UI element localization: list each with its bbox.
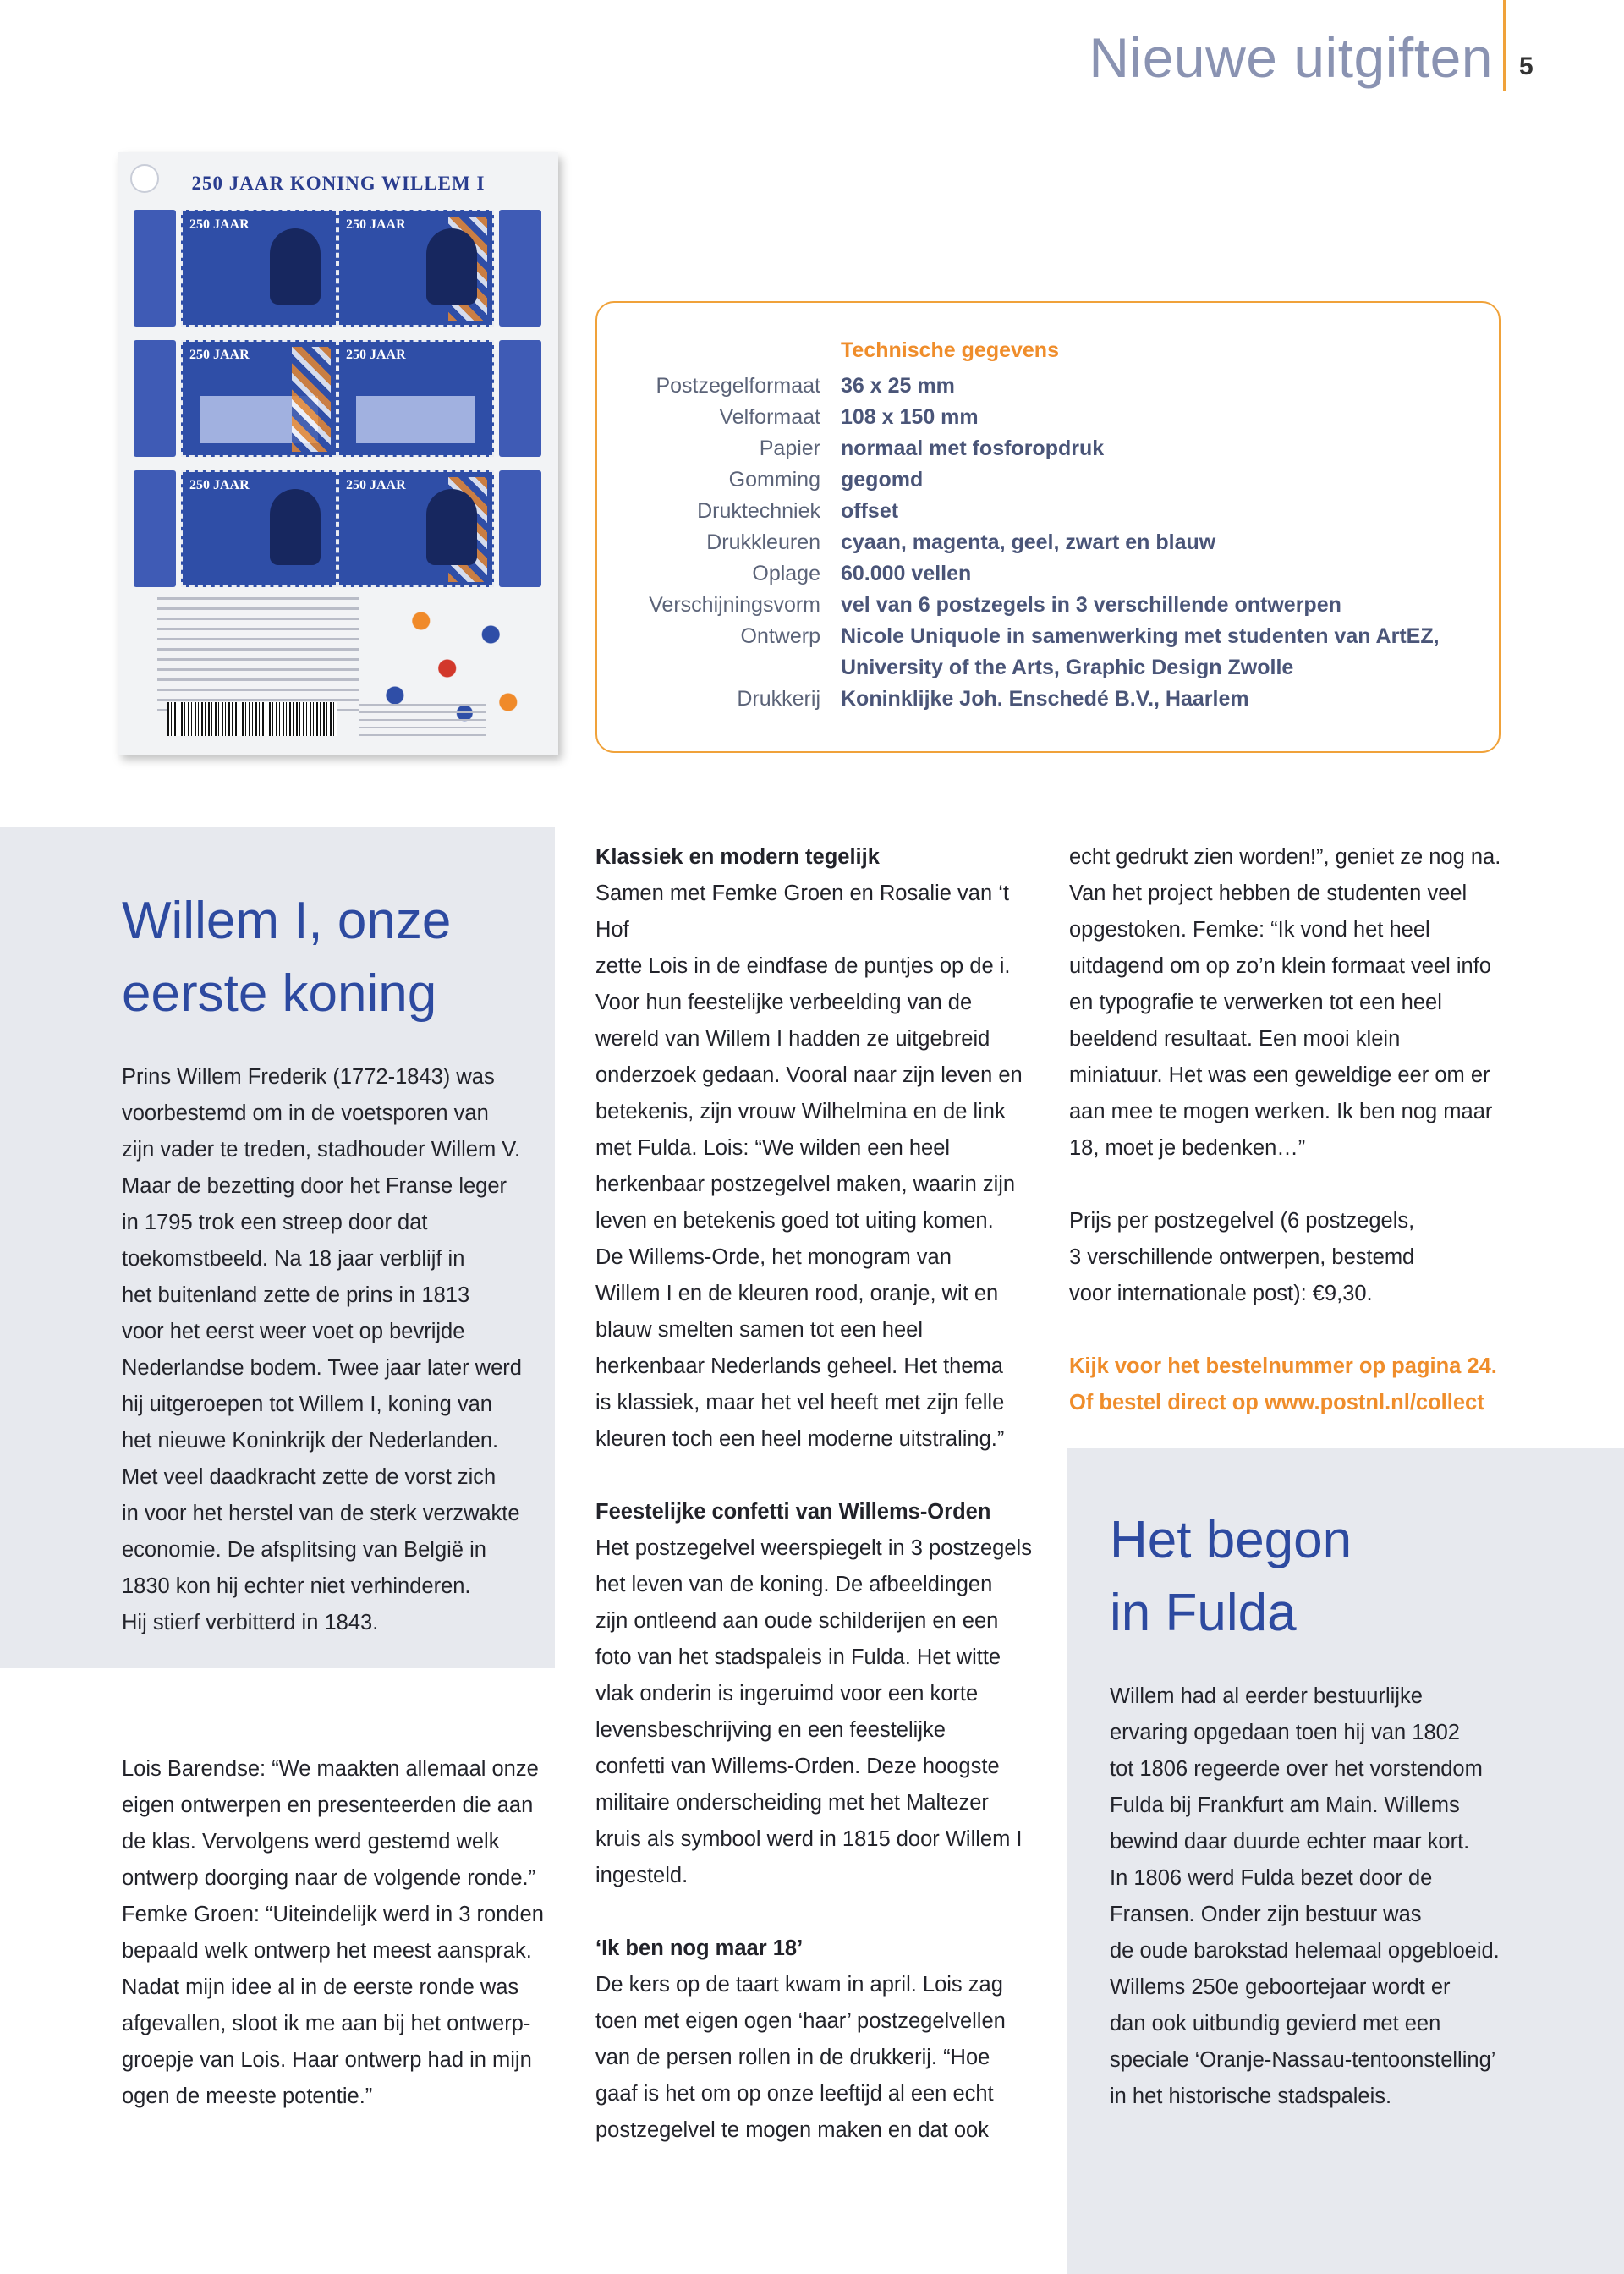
klassiek-modern-line: kleuren toch een heel moderne uitstraling.” bbox=[595, 1427, 1005, 1451]
left-article-line: economie. De afsplitsing van België in bbox=[122, 1538, 486, 1562]
feestelijke-confetti-line: Het postzegelvel weerspiegelt in 3 postzegels bbox=[595, 1536, 1032, 1560]
klassiek-modern-line: wereld van Willem I hadden ze uitgebreid bbox=[595, 1027, 990, 1051]
fulda-box-line: speciale ‘Oranje-Nassau-tentoonstelling’ bbox=[1110, 2048, 1496, 2072]
fulda-box-line: Willems 250e geboortejaar wordt er bbox=[1110, 1975, 1451, 1999]
feestelijke-confetti-line: vlak onderin is ingeruimd voor een korte bbox=[595, 1682, 979, 1706]
feestelijke-confetti-line: ingesteld. bbox=[595, 1864, 689, 1887]
fulda-box-line: dan ook uitbundig gevierd met een bbox=[1110, 2012, 1441, 2035]
klassiek-modern-line: Samen met Femke Groen en Rosalie van ‘t Hof bbox=[595, 882, 1009, 942]
right-column-line: en typografie te verwerken tot een heel bbox=[1069, 991, 1442, 1014]
palace-image bbox=[356, 396, 475, 443]
klassiek-modern-line: met Fulda. Lois: “We wilden een heel bbox=[595, 1136, 951, 1160]
section-nog-maar-18 bbox=[595, 1967, 1035, 2149]
priority-label bbox=[499, 210, 541, 327]
left-article-line: in 1795 trok een streep door dat bbox=[122, 1211, 428, 1234]
price-line: 3 verschillende ontwerpen, bestemd bbox=[1069, 1245, 1415, 1269]
heading-klassiek-modern: Klassiek en modern tegelijk bbox=[595, 845, 880, 869]
sheet-description-text bbox=[157, 597, 359, 716]
left-quote-line: groepje van Lois. Haar ontwerp had in mijn bbox=[122, 2048, 532, 2072]
tech-value: Nicole Uniquole in samenwerking met studenten van ArtEZ, bbox=[841, 624, 1440, 648]
klassiek-modern-line: blauw smelten samen tot een heel bbox=[595, 1318, 923, 1342]
fulda-box-line: de oude barokstad helemaal opgebloeid. bbox=[1110, 1939, 1500, 1963]
klassiek-modern-line: Willem I en de kleuren rood, oranje, wit en bbox=[595, 1282, 999, 1305]
feestelijke-confetti-line: confetti van Willems-Orden. Deze hoogste bbox=[595, 1755, 1000, 1778]
section-klassiek-modern bbox=[595, 876, 1035, 1458]
order-line: Kijk voor het bestelnummer op pagina 24. bbox=[1069, 1354, 1497, 1378]
tech-label: Gomming bbox=[728, 468, 820, 492]
right-column-line: opgestoken. Femke: “Ik vond het heel bbox=[1069, 918, 1430, 942]
klassiek-modern-line: zette Lois in de eindfase de puntjes op de i. bbox=[595, 954, 1011, 978]
right-column-line: echt gedrukt zien worden!”, geniet ze nog na. bbox=[1069, 845, 1501, 869]
right-column-line: Van het project hebben de studenten veel bbox=[1069, 882, 1468, 905]
left-article-line: Maar de bezetting door het Franse leger bbox=[122, 1174, 508, 1198]
stamp-monogram: 250 JAAR bbox=[337, 210, 494, 327]
right-column-line: miniatuur. Het was een geweldige eer om er bbox=[1069, 1063, 1490, 1087]
klassiek-modern-line: Voor hun feestelijke verbeelding van de bbox=[595, 991, 973, 1014]
right-column-line: aan mee te mogen werken. Ik ben nog maar bbox=[1069, 1100, 1493, 1123]
fulda-box-line: Fransen. Onder zijn bestuur was bbox=[1110, 1903, 1422, 1926]
klassiek-modern-line: is klassiek, maar het vel heeft met zijn felle bbox=[595, 1391, 1005, 1414]
left-article-line: het buitenland zette de prins in 1813 bbox=[122, 1283, 470, 1307]
fulda-box-line: In 1806 werd Fulda bezet door de bbox=[1110, 1866, 1433, 1890]
left-quote-line: eigen ontwerpen en presenteerden die aan bbox=[122, 1793, 534, 1817]
tech-label: Papier bbox=[759, 437, 820, 460]
left-article-line: zijn vader te treden, stadhouder Willem V. bbox=[122, 1138, 521, 1162]
barcode bbox=[167, 702, 337, 736]
tech-label: Drukkleuren bbox=[706, 530, 820, 554]
stamp-palace: 250 JAAR bbox=[337, 340, 494, 457]
technical-data-title: Technische gegevens bbox=[841, 338, 1059, 362]
fulda-box-line: bewind daar duurde echter maar kort. bbox=[1110, 1830, 1470, 1854]
klassiek-modern-line: betekenis, zijn vrouw Wilhelmina en de link bbox=[595, 1100, 1006, 1123]
middle-column bbox=[595, 839, 1035, 2149]
fulda-box-line: tot 1806 regeerde over het vorstendom bbox=[1110, 1757, 1483, 1781]
klassiek-modern-line: onderzoek gedaan. Vooral naar zijn leven en bbox=[595, 1063, 1023, 1087]
feestelijke-confetti-line: levensbeschrijving en een feestelijke bbox=[595, 1718, 946, 1742]
left-quote-line: afgevallen, sloot ik me aan bij het ontwerp- bbox=[122, 2012, 531, 2035]
left-article-line: hij uitgeroepen tot Willem I, koning van bbox=[122, 1392, 492, 1416]
left-quote-line: Nadat mijn idee al in de eerste ronde was bbox=[122, 1975, 519, 1999]
section-feestelijke-confetti bbox=[595, 1530, 1035, 1894]
tech-label: Ontwerp bbox=[740, 624, 820, 648]
feestelijke-confetti-line: het leven van de koning. De afbeeldingen bbox=[595, 1573, 993, 1596]
stamp-sheet-title: 250 JAAR KONING WILLEM I bbox=[191, 173, 486, 194]
left-article-body bbox=[122, 1059, 545, 1641]
fulda-box-line: in het historische stadspaleis. bbox=[1110, 2084, 1392, 2108]
left-article-line: Met veel daadkracht zette de vorst zich bbox=[122, 1465, 497, 1489]
priority-label bbox=[499, 340, 541, 457]
tech-label: Velformaat bbox=[719, 405, 820, 429]
right-column-line: uitdagend om op zo’n klein formaat veel info bbox=[1069, 954, 1491, 978]
left-article-line: toekomstbeeld. Na 18 jaar verblijf in bbox=[122, 1247, 465, 1271]
left-quote-line: bepaald welk ontwerp het meest aansprak. bbox=[122, 1939, 532, 1963]
klassiek-modern-line: leven en betekenis goed tot uiting komen. bbox=[595, 1209, 994, 1233]
fulda-box-line: Fulda bij Frankfurt am Main. Willems bbox=[1110, 1793, 1460, 1817]
left-article-line: 1830 kon hij echter niet verhinderen. bbox=[122, 1574, 471, 1598]
heading-feestelijke-confetti: Feestelijke confetti van Willems-Orden bbox=[595, 1500, 991, 1524]
heading-nog-maar-18: ‘Ik ben nog maar 18’ bbox=[595, 1936, 804, 1960]
left-article-title: Willem I, onze eerste koning bbox=[122, 892, 452, 1023]
page-number: 5 bbox=[1519, 52, 1533, 80]
left-quote-line: ogen de meeste potentie.” bbox=[122, 2084, 373, 2108]
tech-value: offset bbox=[841, 499, 899, 523]
stamp-sheet-image bbox=[118, 152, 558, 755]
priority-label bbox=[134, 470, 176, 587]
stamp-portrait: 250 JAAR bbox=[181, 470, 337, 587]
left-article-line: voorbestemd om in de voetsporen van bbox=[122, 1101, 489, 1125]
left-article-line: Nederlandse bodem. Twee jaar later werd bbox=[122, 1356, 522, 1380]
stamp-grid bbox=[129, 206, 548, 592]
tech-label: Druktechniek bbox=[697, 499, 820, 523]
fulda-box-title: Het begon in Fulda bbox=[1110, 1511, 1352, 1642]
order-line: Of bestel direct op www.postnl.nl/collect bbox=[1069, 1391, 1484, 1414]
tech-label: Drukkerij bbox=[737, 687, 820, 711]
feestelijke-confetti-line: zijn ontleend aan oude schilderijen en een bbox=[595, 1609, 999, 1633]
tech-label: Verschijningsvorm bbox=[649, 593, 820, 617]
nog-maar-18-line: postzegelvel te mogen maken en dat ook bbox=[595, 2118, 989, 2142]
portrait-wilhelmina bbox=[426, 228, 477, 305]
left-article-line: Prins Willem Frederik (1772-1843) was bbox=[122, 1065, 495, 1089]
nog-maar-18-line: De kers op de taart kwam in april. Lois zag bbox=[595, 1973, 1003, 1997]
header-rule bbox=[1503, 0, 1506, 91]
portrait-wilhelmina bbox=[426, 489, 477, 565]
priority-label bbox=[499, 470, 541, 587]
portrait-willem bbox=[270, 228, 321, 305]
order-info bbox=[1069, 1348, 1543, 1421]
nog-maar-18-line: toen met eigen ogen ‘haar’ postzegelvellen bbox=[595, 2009, 1006, 2033]
right-column-text bbox=[1069, 839, 1543, 1167]
left-article-line: in voor het herstel van de sterk verzwakte bbox=[122, 1502, 520, 1525]
tech-label: Postzegelformaat bbox=[656, 374, 820, 398]
feestelijke-confetti-line: kruis als symbool werd in 1815 door Willem I bbox=[595, 1827, 1023, 1851]
nog-maar-18-line: gaaf is het om op onze leeftijd al een echt bbox=[595, 2082, 994, 2106]
left-article-line: het nieuwe Koninkrijk der Nederlanden. bbox=[122, 1429, 499, 1453]
left-quote-line: Femke Groen: “Uiteindelijk werd in 3 ronden bbox=[122, 1903, 544, 1926]
tile-pattern bbox=[292, 347, 331, 452]
tech-value: University of the Arts, Graphic Design Zwolle bbox=[841, 656, 1294, 679]
section-title: Nieuwe uitgiften bbox=[1089, 26, 1493, 89]
tech-value: normaal met fosforopdruk bbox=[841, 437, 1105, 460]
klassiek-modern-line: herkenbaar postzegelvel maken, waarin zijn bbox=[595, 1173, 1016, 1196]
tech-label: Oplage bbox=[752, 562, 820, 585]
sheet-credits-text bbox=[359, 704, 486, 736]
tech-value: 108 x 150 mm bbox=[841, 405, 979, 429]
right-column-line: 18, moet je bedenken…” bbox=[1069, 1136, 1306, 1160]
fulda-box-line: Willem had al eerder bestuurlijke bbox=[1110, 1684, 1423, 1708]
stamp-monogram: 250 JAAR bbox=[337, 470, 494, 587]
klassiek-modern-line: herkenbaar Nederlands geheel. Het thema bbox=[595, 1354, 1003, 1378]
nog-maar-18-line: van de persen rollen in de drukkerij. “Hoe bbox=[595, 2046, 990, 2069]
klassiek-modern-line: De Willems-Orde, het monogram van bbox=[595, 1245, 952, 1269]
portrait-willem bbox=[270, 489, 321, 565]
fulda-box-line: ervaring opgedaan toen hij van 1802 bbox=[1110, 1721, 1460, 1744]
feestelijke-confetti-line: foto van het stadspaleis in Fulda. Het witte bbox=[595, 1645, 1001, 1669]
stamp-palace: 250 JAAR bbox=[181, 340, 337, 457]
priority-label bbox=[134, 340, 176, 457]
tech-value: 36 x 25 mm bbox=[841, 374, 955, 398]
stamp-portrait: 250 JAAR bbox=[181, 210, 337, 327]
tech-value: cyaan, magenta, geel, zwart en blauw bbox=[841, 530, 1216, 554]
priority-label bbox=[134, 210, 176, 327]
price-line: voor internationale post): €9,30. bbox=[1069, 1282, 1373, 1305]
price-info bbox=[1069, 1203, 1543, 1312]
left-quote-line: Lois Barendse: “We maakten allemaal onze bbox=[122, 1757, 539, 1781]
left-quote-line: ontwerp doorging naar de volgende ronde.” bbox=[122, 1866, 536, 1890]
tech-value: vel van 6 postzegels in 3 verschillende ontwerpen bbox=[841, 593, 1341, 617]
tech-value: Koninklijke Joh. Enschedé B.V., Haarlem bbox=[841, 687, 1249, 711]
fulda-box-body bbox=[1110, 1678, 1583, 2115]
tech-value: 60.000 vellen bbox=[841, 562, 972, 585]
tech-value: gegomd bbox=[841, 468, 924, 492]
feestelijke-confetti-line: militaire onderscheiding met het Maltezer bbox=[595, 1791, 989, 1815]
left-article-line: voor het eerst weer voet op bevrijde bbox=[122, 1320, 465, 1343]
left-article-line: Hij stierf verbitterd in 1843. bbox=[122, 1611, 379, 1634]
right-column bbox=[1069, 839, 1543, 1421]
left-quote-body bbox=[122, 1751, 545, 2115]
left-quote-line: de klas. Vervolgens werd gestemd welk bbox=[122, 1830, 500, 1854]
right-column-line: beeldend resultaat. Een mooi klein bbox=[1069, 1027, 1401, 1051]
price-line: Prijs per postzegelvel (6 postzegels, bbox=[1069, 1209, 1415, 1233]
